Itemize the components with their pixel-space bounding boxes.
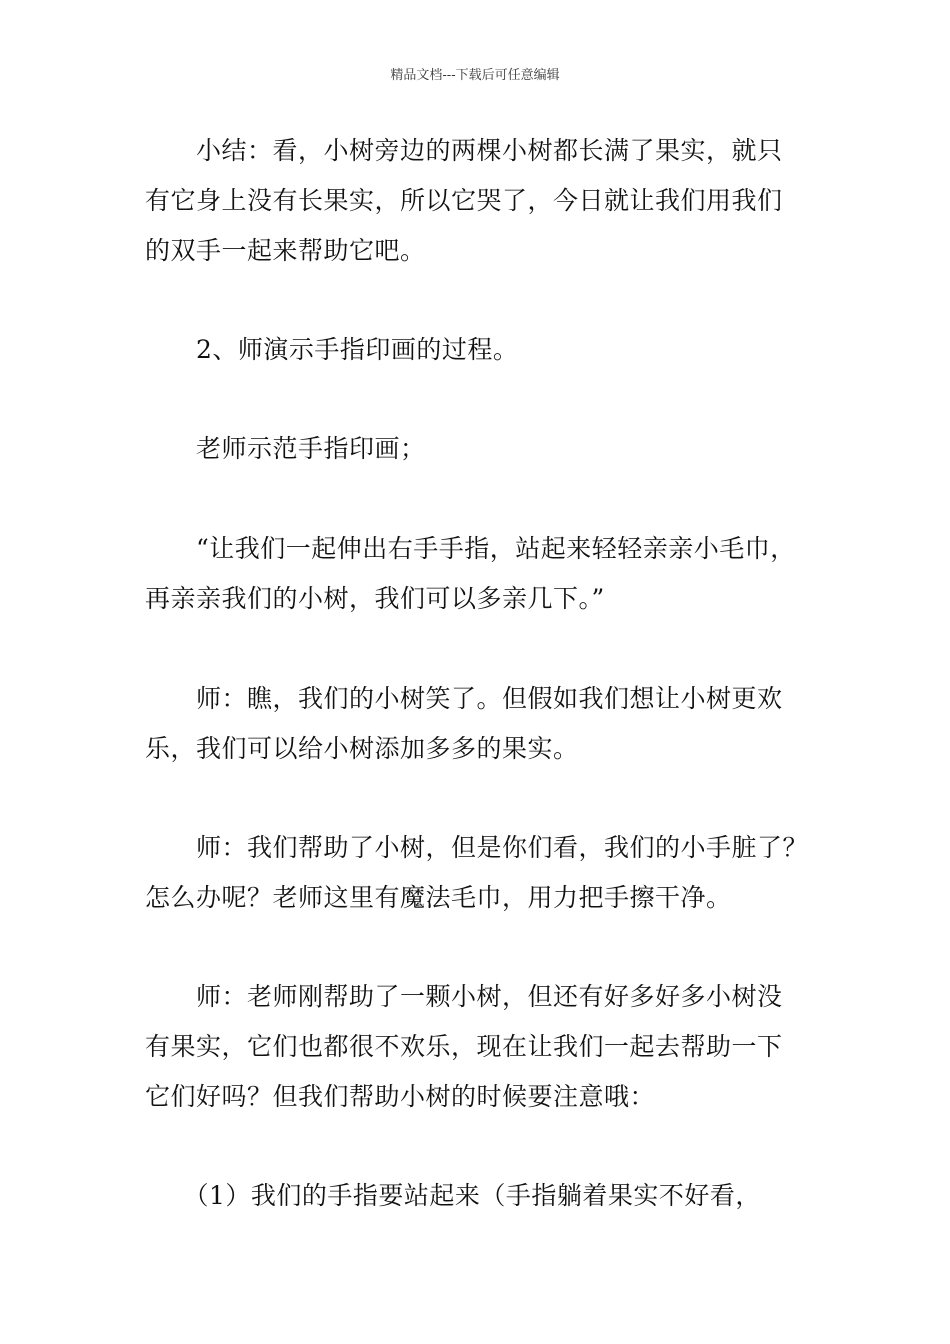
text-line: 师：瞧，我们的小树笑了。但假如我们想让小树更欢	[145, 684, 783, 713]
text-line: 小结：看，小树旁边的两棵小树都长满了果实，就只	[145, 136, 783, 165]
text-line: 老师示范手指印画；	[145, 434, 426, 463]
paragraph-teacher-1	[145, 674, 825, 774]
text-line: （1）我们的手指要站起来（手指躺着果实不好看，	[145, 1181, 761, 1210]
text-line: 再亲亲我们的小树，我们可以多亲几下。”	[145, 584, 605, 613]
text-line: 2、师演示手指印画的过程。	[145, 335, 519, 364]
text-line: 师：老师刚帮助了一颗小树，但还有好多好多小树没	[145, 982, 783, 1011]
text-line: 有果实，它们也都很不欢乐，现在让我们一起去帮助一下	[145, 1032, 783, 1061]
text-line: 乐，我们可以给小树添加多多的果实。	[145, 734, 579, 763]
text-line: 的双手一起来帮助它吧。	[145, 236, 426, 265]
paragraph-teacher-2	[145, 823, 825, 923]
paragraph-step-2	[145, 325, 825, 375]
paragraph-teacher-demo	[145, 424, 825, 474]
text-line: 它们好吗？但我们帮助小树的时候要注意哦：	[145, 1082, 656, 1111]
paragraph-rule-1	[145, 1171, 825, 1221]
paragraph-summary	[145, 126, 825, 276]
text-line: 师：我们帮助了小树，但是你们看，我们的小手脏了？	[145, 833, 809, 862]
text-line: 有它身上没有长果实，所以它哭了，今日就让我们用我们	[145, 186, 783, 215]
paragraph-quote	[145, 524, 825, 624]
text-line: “让我们一起伸出右手手指，站起来轻轻亲亲小毛巾，	[145, 534, 796, 563]
page-header: 精品文档---下载后可任意编辑	[390, 68, 560, 83]
paragraph-teacher-3	[145, 972, 825, 1122]
text-line: 怎么办呢？老师这里有魔法毛巾，用力把手擦干净。	[145, 883, 732, 912]
